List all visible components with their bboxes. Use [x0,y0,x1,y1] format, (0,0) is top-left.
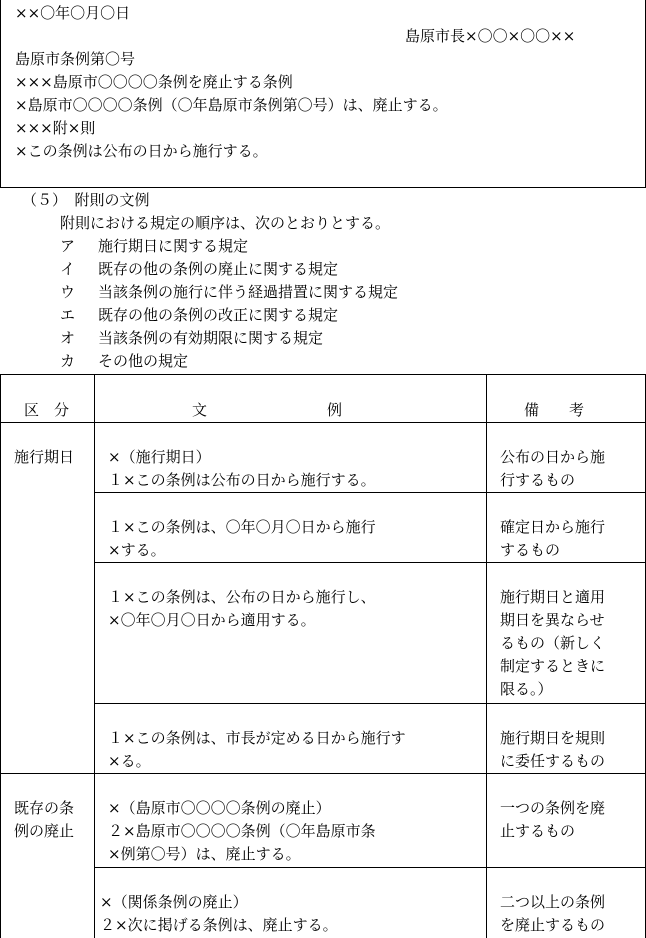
sample-body: ×島原市〇〇〇〇条例（〇年島原市条例第〇号）は、廃止する。 [15,96,448,114]
sample-date: ××〇年〇月〇日 [15,4,131,22]
sample-mayor: 島原市長×〇〇×〇〇×× [405,27,576,45]
sample-supp-text: ×この条例は公布の日から施行する。 [15,142,268,160]
sample-ordinance-box [0,0,646,188]
list-item: イ 既存の他の条例の廃止に関する規定 [60,260,339,278]
sample-number: 島原市条例第〇号 [15,50,136,68]
header-remarks: 備 考 [524,401,585,419]
list-item: オ 当該条例の有効期限に関する規定 [60,329,324,347]
group-label-repeal: 例の廃止 [14,822,75,840]
group-label-effective-date: 施行期日 [14,448,75,466]
list-item: カ その他の規定 [60,352,189,370]
list-item: ア 施行期日に関する規定 [60,237,249,255]
list-item: ウ 当該条例の施行に伴う経過措置に関する規定 [60,283,399,301]
section-intro: 附則における規定の順序は、次のとおりとする。 [60,214,391,232]
sample-supp-heading: ×××附×則 [15,119,96,137]
sample-title: ×××島原市〇〇〇〇条例を廃止する条例 [15,73,293,91]
header-example: 文 例 [192,401,343,419]
section-heading: （５） 附則の文例 [22,191,150,209]
list-item: エ 既存の他の条例の改正に関する規定 [60,306,339,324]
group-label-repeal: 既存の条 [14,799,75,817]
header-category: 区 分 [24,401,70,419]
